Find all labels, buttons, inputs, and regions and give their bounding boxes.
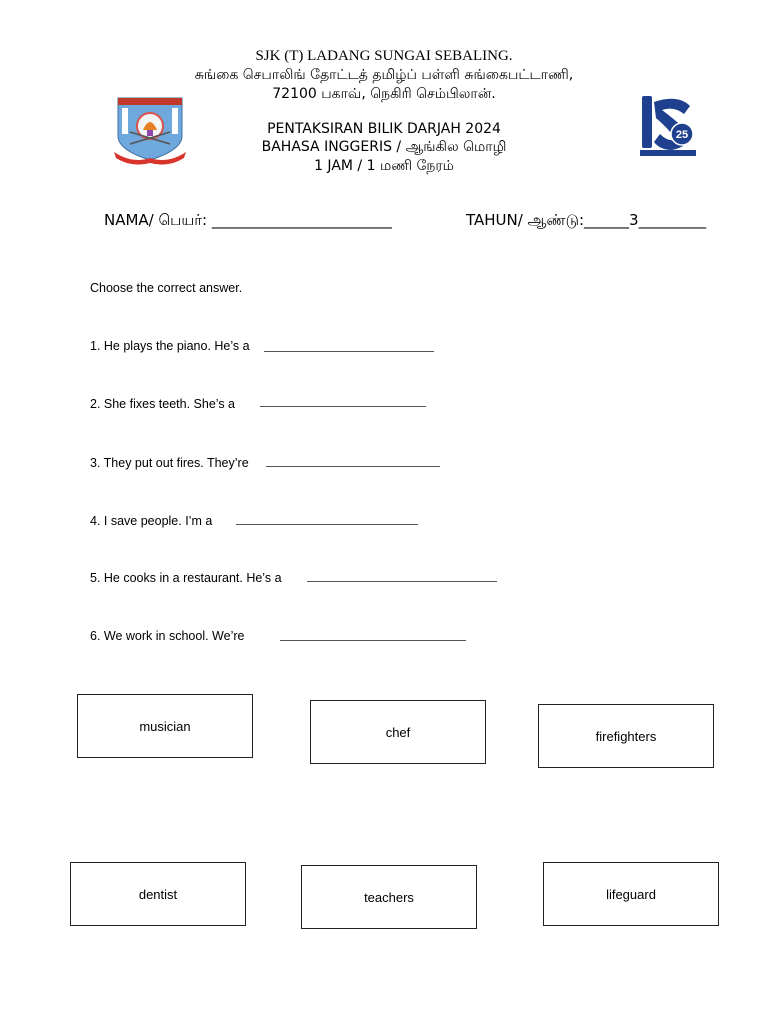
answer-blank-6[interactable] <box>280 640 466 641</box>
exam-title: PENTAKSIRAN BILIK DARJAH 2024 <box>267 121 501 137</box>
school-postcode: 72100 பகாவ், நெகிரி செம்பிலான். <box>272 86 496 102</box>
question-6: 6. We work in school. We’re <box>90 629 245 643</box>
subject-title: BAHASA INGGERIS / ஆங்கில மொழி <box>261 139 507 155</box>
question-3: 3. They put out fires. They’re <box>90 456 249 470</box>
instructions: Choose the correct answer. <box>90 281 243 295</box>
answer-blank-4[interactable] <box>236 524 418 525</box>
year-field[interactable]: TAHUN/ ஆண்டு:______3_________ <box>466 211 707 229</box>
question-1: 1. He plays the piano. He’s a <box>90 339 250 353</box>
answer-blank-5[interactable] <box>307 581 497 582</box>
question-4: 4. I save people. I’m a <box>90 514 213 528</box>
education-ministry-logo <box>638 92 698 158</box>
question-5: 5. He cooks in a restaurant. He’s a <box>90 571 282 585</box>
answer-option-teachers[interactable]: teachers <box>301 865 477 929</box>
answer-option-chef[interactable]: chef <box>310 700 486 764</box>
name-field[interactable]: NAMA/ பெயர்: ________________________ <box>104 211 392 229</box>
answer-blank-2[interactable] <box>260 406 426 407</box>
answer-blank-1[interactable] <box>264 351 434 352</box>
answer-option-firefighters[interactable]: firefighters <box>538 704 714 768</box>
school-crest-logo <box>112 92 188 166</box>
school-name: SJK (T) LADANG SUNGAI SEBALING. <box>255 48 513 64</box>
exam-duration: 1 JAM / 1 மணி நேரம் <box>314 158 454 174</box>
answer-option-lifeguard[interactable]: lifeguard <box>543 862 719 926</box>
answer-option-musician[interactable]: musician <box>77 694 253 758</box>
answer-blank-3[interactable] <box>266 466 440 467</box>
svg-text:25: 25 <box>675 129 689 141</box>
question-2: 2. She fixes teeth. She’s a <box>90 397 236 411</box>
school-address: சுங்கை செபாலிங் தோட்டத் தமிழ்ப் பள்ளி சுங்கைபட்டாணி, <box>194 67 574 83</box>
answer-option-dentist[interactable]: dentist <box>70 862 246 926</box>
